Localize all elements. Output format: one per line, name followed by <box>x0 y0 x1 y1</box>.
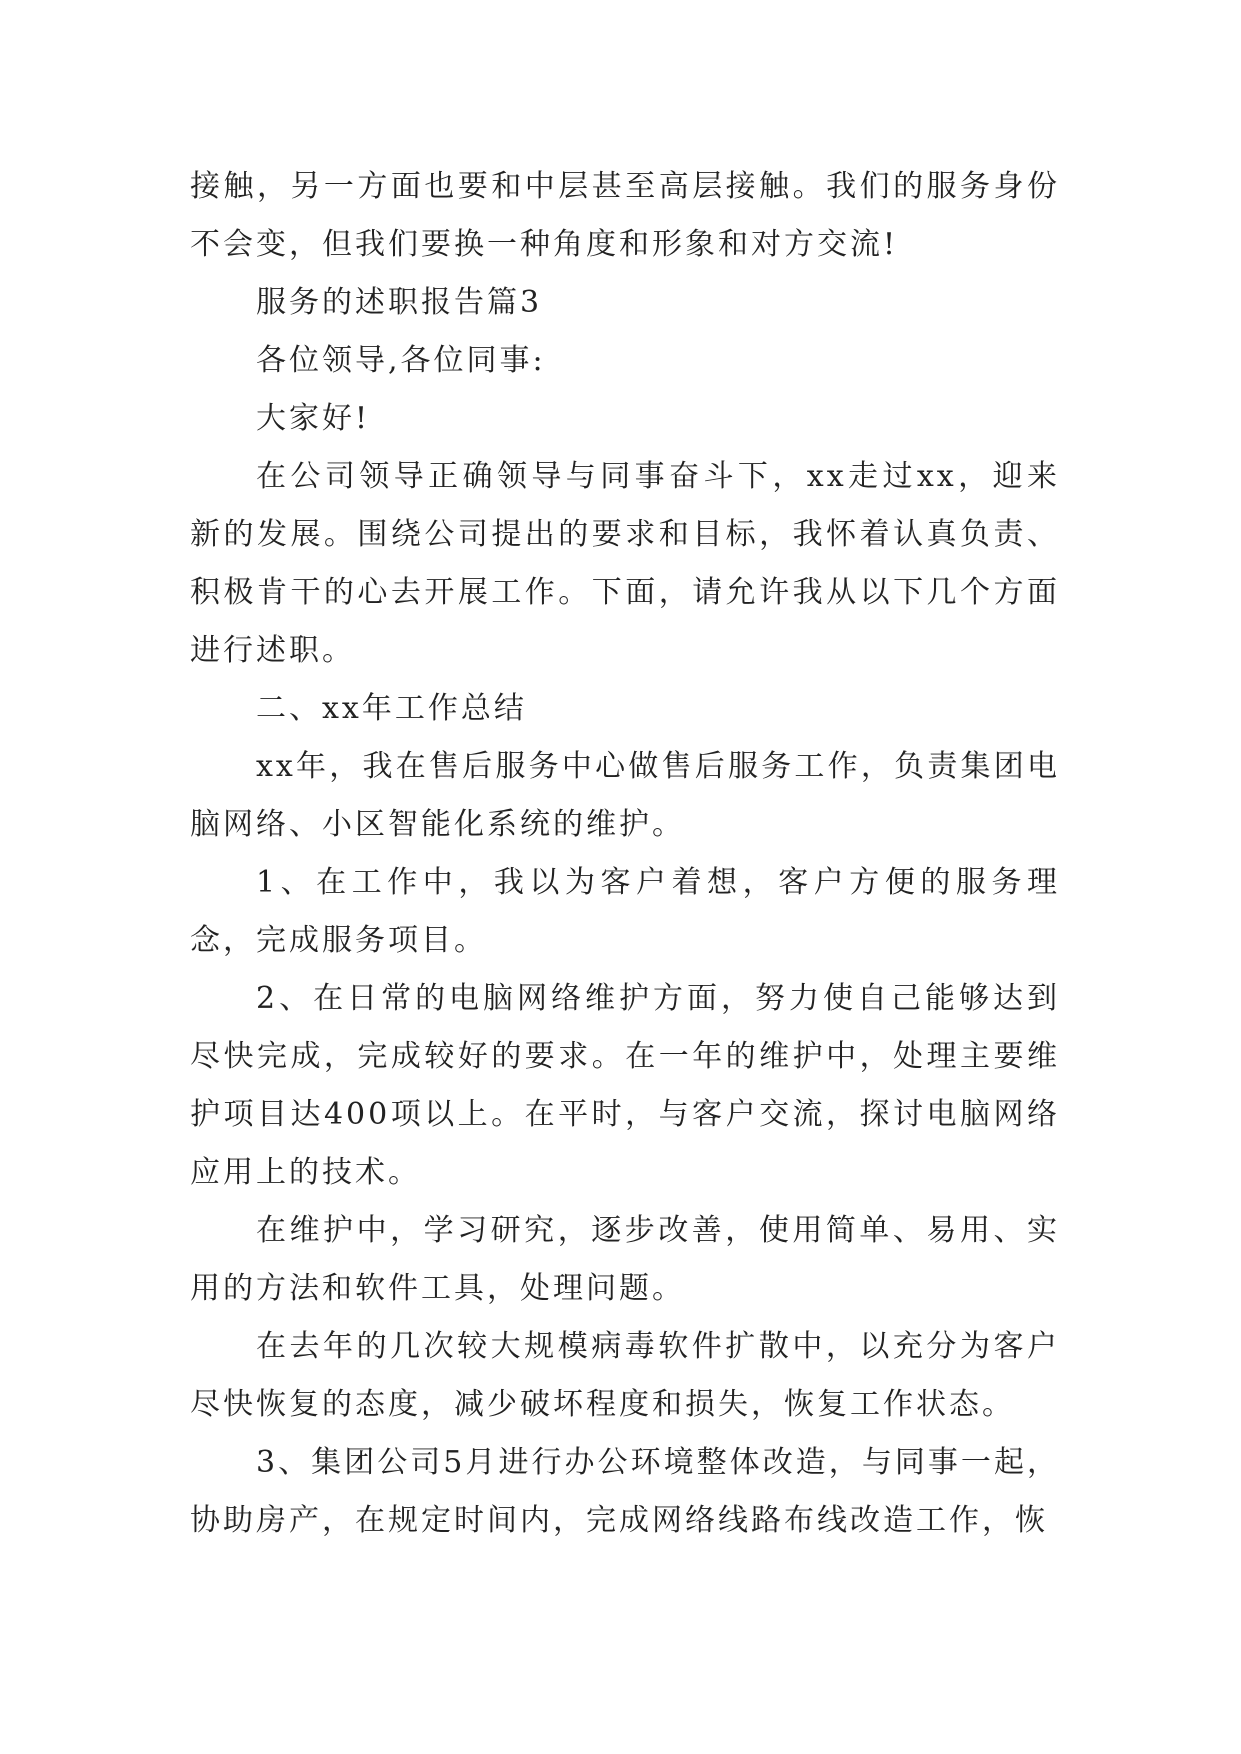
paragraph: xx年，我在售后服务中心做售后服务工作，负责集团电脑网络、小区智能化系统的维护。 <box>190 749 1060 842</box>
paragraph: 在公司领导正确领导与同事奋斗下，xx走过xx，迎来新的发展。围绕公司提出的要求和目标，我怀着认真负责、积极肯干的心去开展工作。下面，请允许我从以下几个方面进行述职。 <box>190 459 1060 668</box>
greeting: 大家好! <box>256 401 371 436</box>
list-item: 1、在工作中，我以为客户着想，客户方便的服务理念，完成服务项目。 <box>190 865 1060 958</box>
paragraph: 在去年的几次较大规模病毒软件扩散中，以充分为客户尽快恢复的态度，减少破坏程度和损失，恢复工作状态。 <box>190 1329 1060 1422</box>
paragraph-continued: 接触，另一方面也要和中层甚至高层接触。我们的服务身份不会变，但我们要换一种角度和形象和对方交流! <box>190 169 1060 262</box>
section-heading: 服务的述职报告篇3 <box>256 285 543 320</box>
salutation: 各位领导,各位同事: <box>256 343 546 378</box>
document-body <box>190 158 1060 1550</box>
paragraph: 在维护中，学习研究，逐步改善，使用简单、易用、实用的方法和软件工具，处理问题。 <box>190 1213 1060 1306</box>
subsection-heading: 二、xx年工作总结 <box>256 691 527 726</box>
list-item: 2、在日常的电脑网络维护方面，努力使自己能够达到尽快完成，完成较好的要求。在一年的维护中，处理主要维护项目达400项以上。在平时，与客户交流，探讨电脑网络应用上的技术。 <box>190 981 1060 1190</box>
list-item: 3、集团公司5月进行办公环境整体改造，与同事一起，协助房产，在规定时间内，完成网络线路布线改造工作，恢 <box>190 1445 1060 1538</box>
